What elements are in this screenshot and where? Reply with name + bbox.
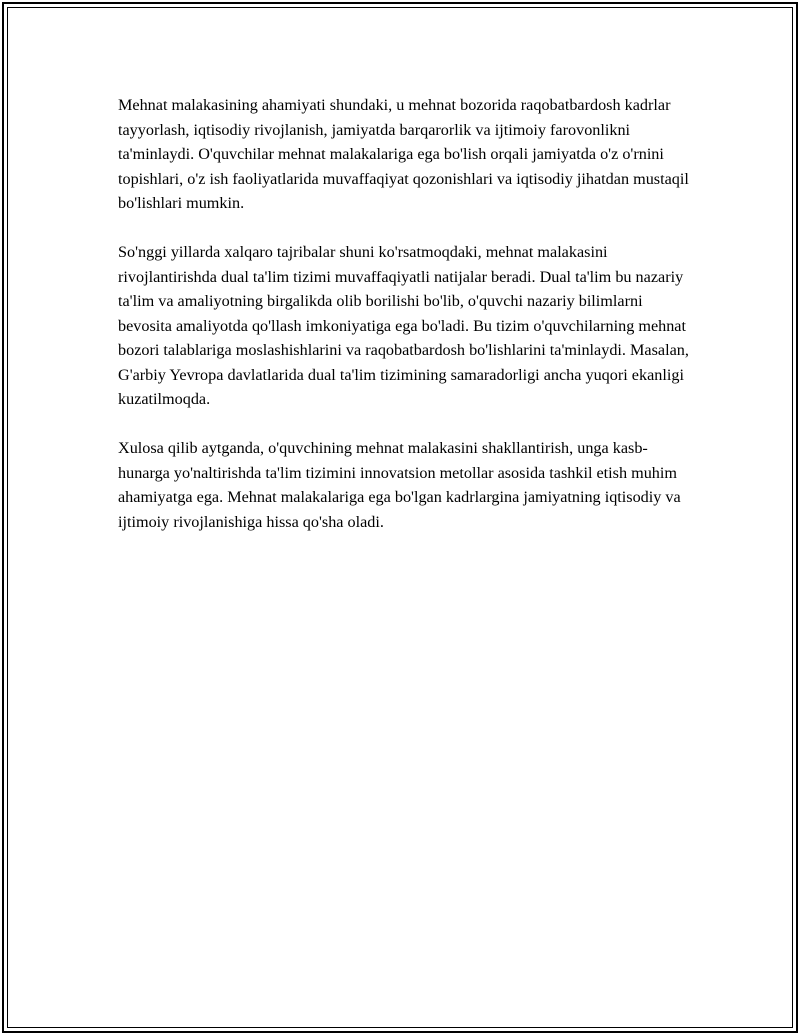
paragraph-2: So'nggi yillarda xalqaro tajribalar shuni ko'rsatmoqdaki, mehnat malakasini rivojlantirishda dual ta'lim tizimi muvaffaqiyatli natijalar beradi. Dual ta'lim bu nazariy ta'lim va amaliyotning birgalikda olib borilishi bo'lib, o'quvchi nazariy bilimlarni bevosita amaliyotda qo'llash imkoniyatiga ega bo'ladi. Bu tizim o'quvchilarning mehnat bozori talablariga moslashishlarini va raqobatbardosh bo'lishlarini ta'minlaydi. Masalan, G'arbiy Yevropa davlatlarida dual ta'lim tizimining samaradorligi ancha yuqori ekanligi kuzatilmoqda. (118, 243, 689, 408)
paragraph-3: Xulosa qilib aytganda, o'quvchining mehnat malakasini shakllantirish, unga kasb-hunarga yo'naltirishda ta'lim tizimini innovatsion metollar asosida tashkil etish muhim ahamiyatga ega. Mehnat malakalariga ega bo'lgan kadrlargina jamiyatning iqtisodiy va ijtimoiy rivojlanishiga hissa qo'sha oladi. (118, 439, 681, 531)
document-body (118, 93, 693, 559)
paragraph-1: Mehnat malakasining ahamiyati shundaki, u mehnat bozorida raqobatbardosh kadrlar tayyorlash, iqtisodiy rivojlanish, jamiyatda barqarorlik va ijtimoiy farovonlikni ta'minlaydi. O'quvchilar mehnat malakalariga ega bo'lish orqali jamiyatda o'z o'rnini topishlari, o'z ish faoliyatlarida muvaffaqiyat qozonishlari va iqtisodiy jihatdan mustaqil bo'lishlari mumkin. (118, 96, 689, 212)
